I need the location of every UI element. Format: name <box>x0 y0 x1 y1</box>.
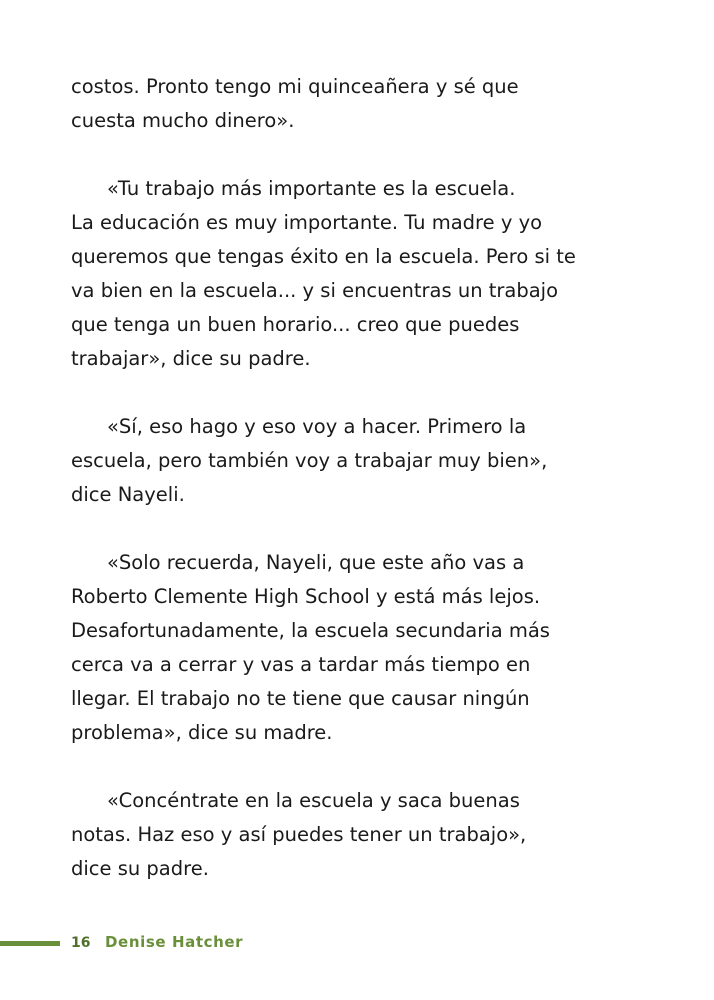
text-line: costos. Pronto tengo mi quinceañera y sé que <box>71 75 519 98</box>
paragraph-3 <box>71 410 651 512</box>
text-line: queremos que tengas éxito en la escuela. Pero si te <box>71 245 576 268</box>
page-number: 16 <box>71 935 91 951</box>
text-line: llegar. El trabajo no te tiene que causar ningún <box>71 687 530 710</box>
text-line: que tenga un buen horario... creo que puedes <box>71 313 520 336</box>
paragraph-1 <box>71 70 651 138</box>
text-line: La educación es muy importante. Tu madre y yo <box>71 211 543 234</box>
text-line: va bien en la escuela... y si encuentras un trabajo <box>71 279 559 302</box>
text-line: dice su padre. <box>71 857 209 880</box>
paragraph-5 <box>71 784 651 886</box>
text-line: escuela, pero también voy a trabajar muy bien», <box>71 449 548 472</box>
paragraph-2 <box>71 172 651 376</box>
body-text <box>71 70 651 920</box>
paragraph-4 <box>71 546 651 750</box>
text-line: Roberto Clemente High School y está más lejos. <box>71 585 541 608</box>
text-line: «Sí, eso hago y eso voy a hacer. Primero la <box>107 415 527 438</box>
text-line: Desafortunadamente, la escuela secundaria más <box>71 619 550 642</box>
text-line: «Concéntrate en la escuela y saca buenas <box>107 789 520 812</box>
text-line: trabajar», dice su padre. <box>71 347 311 370</box>
text-line: «Tu trabajo más importante es la escuela. <box>107 177 516 200</box>
text-line: cerca va a cerrar y vas a tardar más tiempo en <box>71 653 531 676</box>
text-line: notas. Haz eso y así puedes tener un trabajo», <box>71 823 527 846</box>
author-name: Denise Hatcher <box>105 933 244 951</box>
text-line: cuesta mucho dinero». <box>71 109 295 132</box>
footer-accent-bar <box>0 941 60 946</box>
text-line: dice Nayeli. <box>71 483 185 506</box>
text-line: «Solo recuerda, Nayeli, que este año vas a <box>107 551 525 574</box>
text-line: problema», dice su madre. <box>71 721 333 744</box>
